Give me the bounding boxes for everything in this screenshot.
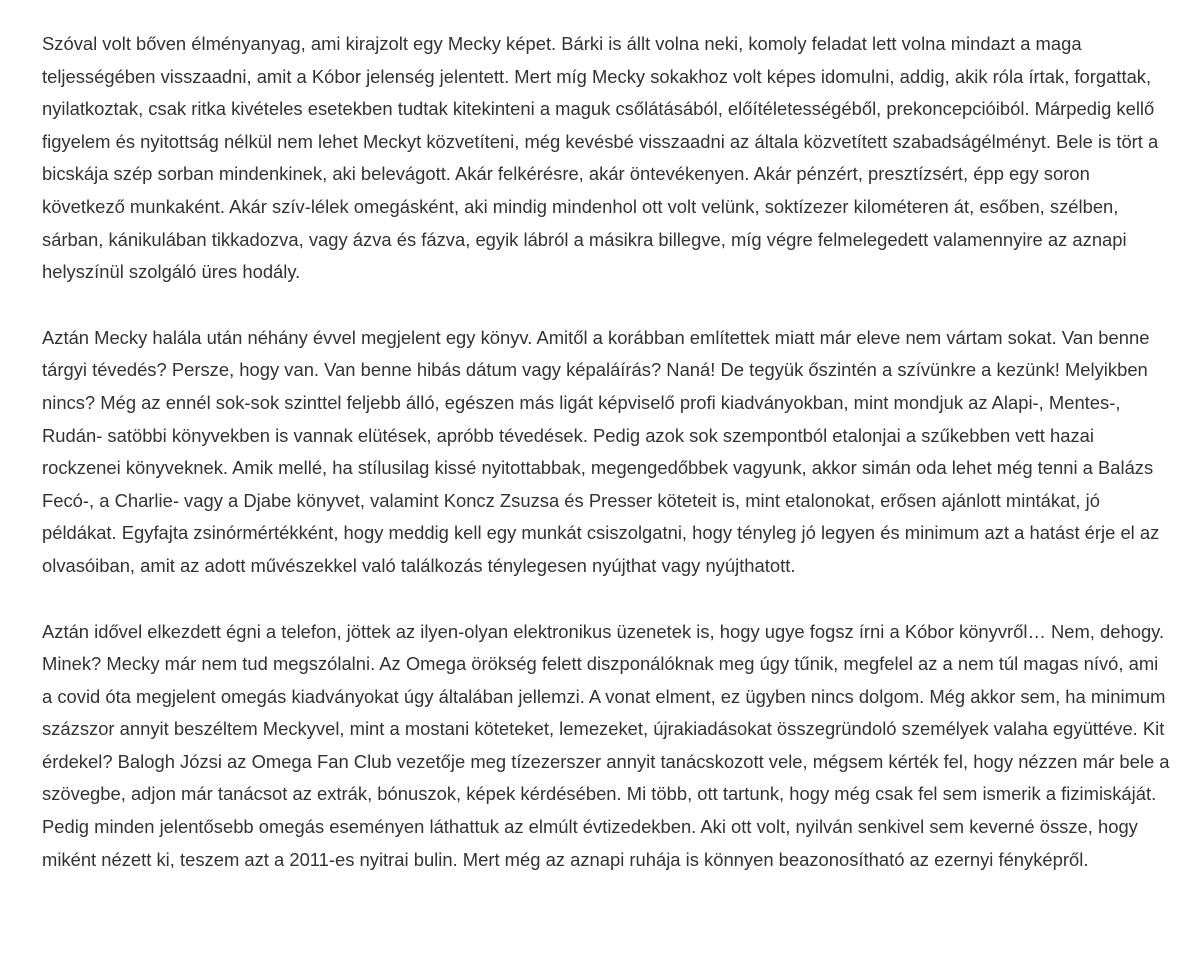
article-paragraph-1: Szóval volt bőven élményanyag, ami kirajzolt egy Mecky képet. Bárki is állt volna neki, komoly feladat lett volna mindazt a maga teljességében visszaadni, amit a Kóbor jelenség jelentett. Mert míg Mecky sokakhoz volt képes idomulni, addig, akik róla írtak, forgattak, nyilatkoztak, csak ritka kivételes esetekben tudtak kitekinteni a maguk csőlátásából, előítéletességéből, prekoncepcióiból. Márpedig kellő figyelem és nyitottság nélkül nem lehet Meckyt közvetíteni, még kevésbé visszaadni az általa közvetített szabadságélményt. Bele is tört a bicskája szép sorban mindenkinek, aki belevágott. Akár felkérésre, akár öntevékenyen. Akár pénzért, presztízsért, épp egy soron következő munkaként. Akár szív-lélek omegásként, aki mindig mindenhol ott volt velünk, soktízezer kilométeren át, esőben, szélben, sárban, kánikulában tikkadozva, vagy ázva és fázva, egyik lábról a másikra billegve, míg végre felmelegedett valamennyire az aznapi helyszínül szolgáló üres hodály. [42, 33, 1159, 283]
article-paragraph-2: Aztán Mecky halála után néhány évvel megjelent egy könyv. Amitől a korábban említettek miatt már eleve nem vártam sokat. Van benne tárgyi tévedés? Persze, hogy van. Van benne hibás dátum vagy képaláírás? Naná! De tegyük őszintén a szívünkre a kezünk! Melyikben nincs? Még az ennél sok-sok szinttel feljebb álló, egészen más ligát képviselő profi kiadványokban, mint mondjuk az Alapi-, Mentes-, Rudán- satöbbi könyvekben is vannak elütések, apróbb tévedések. Pedig azok sok szempontból etalonjai a szűkebben vett hazai rockzenei könyveknek. Amik mellé, ha stílusilag kissé nyitottabbak, megengedőbbek vagyunk, akkor simán oda lehet még tenni a Balázs Fecó-, a Charlie- vagy a Djabe könyvet, valamint Koncz Zsuzsa és Presser köteteit is, mint etalonokat, erősen ajánlott mintákat, jó példákat. Egyfajta zsinórmértékként, hogy meddig kell egy munkát csiszolgatni, hogy tényleg jó legyen és minimum azt a hatást érje el az olvasóiban, amit az adott művészekkel való találkozás ténylegesen nyújthat vagy nyújthatott. [42, 326, 1160, 576]
article-body [42, 28, 1172, 876]
article-paragraph-3: Aztán idővel elkezdett égni a telefon, jöttek az ilyen-olyan elektronikus üzenetek is, hogy ugye fogsz írni a Kóbor könyvről… Nem, dehogy. Minek? Mecky már nem tud megszólalni. Az Omega örökség felett diszponálóknak meg úgy tűnik, megfelel az a nem túl magas nívó, ami a covid óta megjelent omegás kiadványokat úgy általában jellemzi. A vonat elment, ez ügyben nincs dolgom. Még akkor sem, ha minimum százszor annyit beszéltem Meckyvel, mint a mostani köteteket, lemezeket, újrakiadásokat összegründoló személyek valaha együttéve. Kit érdekel? Balogh Józsi az Omega Fan Club vezetője meg tízezerszer annyit tanácskozott vele, mégsem kérték fel, hogy nézzen már bele a szövegbe, adjon már tanácsot az extrák, bónuszok, képek kérdésében. Mi több, ott tartunk, hogy még csak fel sem ismerik a fizimiskáját. Pedig minden jelentősebb omegás eseményen láthattuk az elmúlt évtizedekben. Aki ott volt, nyilván senkivel sem keverné össze, hogy miként nézett ki, teszem azt a 2011-es nyitrai bulin. Mert még az aznapi ruhája is könnyen beazonosítható az ezernyi fényképről. [42, 620, 1170, 870]
